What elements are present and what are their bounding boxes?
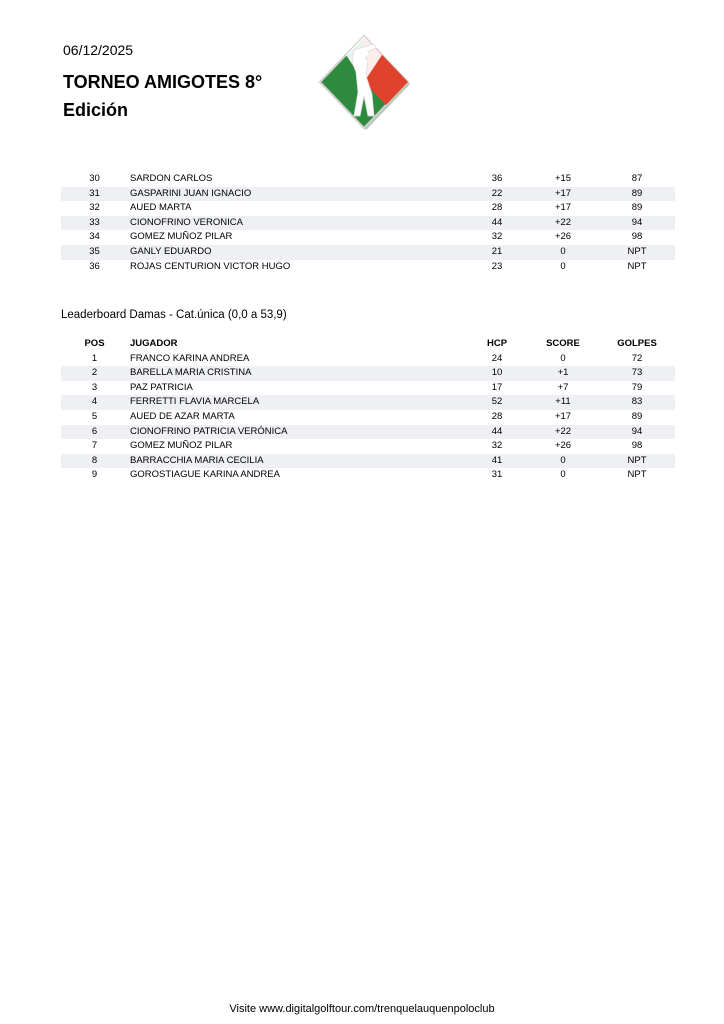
cell-score: 0 — [560, 352, 566, 364]
cell-golpes: 89 — [599, 187, 675, 202]
cell-hcp: 31 — [491, 469, 503, 481]
cell-pos: 36 — [89, 260, 100, 272]
cell-hcp: 44 — [467, 425, 527, 440]
cell-golpes: 73 — [599, 366, 675, 381]
cell-jugador: GOMEZ MUÑOZ PILAR — [130, 440, 233, 452]
cell-pos: 4 — [61, 395, 128, 410]
cell-score: +26 — [554, 440, 572, 452]
cell-pos: 31 — [61, 187, 128, 202]
table-row — [61, 381, 675, 396]
table-row — [61, 245, 675, 260]
table-row — [61, 410, 675, 425]
section-title-damas: Leaderboard Damas - Cat.única (0,0 a 53,9) — [61, 309, 287, 321]
cell-jugador: GOMEZ MUÑOZ PILAR — [130, 231, 233, 243]
cell-score: 0 — [527, 245, 599, 260]
table-row — [61, 260, 675, 275]
table-row — [61, 468, 675, 483]
tournament-title — [63, 68, 262, 124]
cell-golpes: 87 — [631, 173, 643, 184]
cell-pos: 9 — [91, 469, 98, 481]
cell-hcp: 36 — [491, 173, 503, 184]
cell-hcp: 28 — [491, 410, 503, 422]
cell-hcp: 21 — [467, 245, 527, 260]
cell-score: +17 — [554, 410, 572, 422]
col-header-hcp: HCP — [486, 338, 508, 349]
title-line-2: Edición — [63, 100, 129, 120]
cell-golpes: 79 — [631, 381, 643, 393]
cell-score: +26 — [554, 231, 572, 243]
cell-pos: 33 — [61, 216, 128, 231]
table-row — [61, 425, 675, 440]
cell-golpes: 98 — [631, 231, 643, 243]
cell-jugador: BARELLA MARIA CRISTINA — [128, 366, 467, 381]
cell-jugador: PAZ PATRICIA — [130, 381, 193, 393]
cell-score: 0 — [560, 469, 566, 481]
table-row — [61, 187, 675, 202]
cell-jugador: CIONOFRINO VERONICA — [128, 216, 467, 231]
cell-pos: 5 — [91, 410, 98, 422]
footer-link-text: Visite www.digitalgolftour.com/trenquelauquenpoloclub — [229, 1003, 495, 1015]
leaderboard-top-table — [61, 172, 675, 274]
cell-golpes: NPT — [627, 260, 647, 272]
cell-hcp: 32 — [491, 231, 503, 243]
cell-golpes: 94 — [599, 216, 675, 231]
table-row — [61, 439, 675, 454]
cell-golpes: NPT — [599, 245, 675, 260]
cell-score: +22 — [527, 425, 599, 440]
cell-pos: 34 — [89, 231, 100, 243]
cell-jugador: FERRETTI FLAVIA MARCELA — [128, 395, 467, 410]
cell-jugador: BARRACCHIA MARIA CECILIA — [128, 454, 467, 469]
cell-score: +17 — [527, 187, 599, 202]
cell-jugador: AUED MARTA — [130, 202, 192, 214]
cell-score: +22 — [527, 216, 599, 231]
cell-pos: 30 — [89, 173, 100, 184]
cell-score: +15 — [554, 173, 572, 184]
cell-score: +1 — [527, 366, 599, 381]
cell-pos: 6 — [61, 425, 128, 440]
table-row — [61, 454, 675, 469]
cell-jugador: FRANCO KARINA ANDREA — [130, 352, 250, 364]
leaderboard-damas-table — [61, 337, 675, 483]
cell-jugador: SARDON CARLOS — [130, 173, 213, 184]
cell-hcp: 22 — [467, 187, 527, 202]
cell-golpes: 98 — [631, 440, 643, 452]
table-row — [61, 216, 675, 231]
cell-jugador: CIONOFRINO PATRICIA VERÓNICA — [128, 425, 467, 440]
cell-hcp: 17 — [491, 381, 503, 393]
cell-score: 0 — [527, 454, 599, 469]
cell-hcp: 24 — [491, 352, 503, 364]
table-row — [61, 230, 675, 245]
cell-score: 0 — [560, 260, 566, 272]
tournament-date: 06/12/2025 — [63, 42, 134, 58]
col-header-golpes: GOLPES — [617, 338, 657, 349]
cell-pos: 35 — [61, 245, 128, 260]
cell-golpes: 89 — [631, 410, 643, 422]
table-row — [61, 201, 675, 216]
table-header-row — [61, 337, 675, 352]
cell-jugador: GANLY EDUARDO — [128, 245, 467, 260]
cell-hcp: 52 — [467, 395, 527, 410]
cell-jugador: ROJAS CENTURION VICTOR HUGO — [130, 260, 291, 272]
cell-pos: 8 — [61, 454, 128, 469]
title-line-1: TORNEO AMIGOTES 8° — [63, 72, 263, 92]
table-row — [61, 352, 675, 367]
cell-golpes: 72 — [631, 352, 643, 364]
cell-golpes: NPT — [599, 454, 675, 469]
cell-pos: 2 — [61, 366, 128, 381]
cell-jugador: AUED DE AZAR MARTA — [130, 410, 235, 422]
cell-golpes: 94 — [599, 425, 675, 440]
cell-golpes: 89 — [631, 202, 643, 214]
cell-pos: 3 — [91, 381, 98, 393]
cell-hcp: 28 — [491, 202, 503, 214]
col-header-jugador: JUGADOR — [130, 338, 178, 349]
cell-pos: 32 — [89, 202, 100, 214]
table-row — [61, 366, 675, 381]
cell-golpes: 83 — [599, 395, 675, 410]
cell-hcp: 44 — [467, 216, 527, 231]
cell-hcp: 41 — [467, 454, 527, 469]
cell-pos: 1 — [91, 352, 98, 364]
cell-jugador: GOROSTIAGUE KARINA ANDREA — [130, 469, 280, 481]
cell-hcp: 10 — [467, 366, 527, 381]
cell-pos: 7 — [91, 440, 98, 452]
cell-score: +11 — [527, 395, 599, 410]
col-header-score: SCORE — [546, 338, 580, 349]
table-row — [61, 172, 675, 187]
golfer-logo-icon — [316, 32, 412, 132]
col-header-pos: POS — [84, 338, 105, 349]
cell-jugador: GASPARINI JUAN IGNACIO — [128, 187, 467, 202]
cell-score: +7 — [557, 381, 569, 393]
table-row — [61, 395, 675, 410]
cell-golpes: NPT — [627, 469, 647, 481]
cell-score: +17 — [554, 202, 572, 214]
cell-hcp: 23 — [491, 260, 503, 272]
cell-hcp: 32 — [491, 440, 503, 452]
